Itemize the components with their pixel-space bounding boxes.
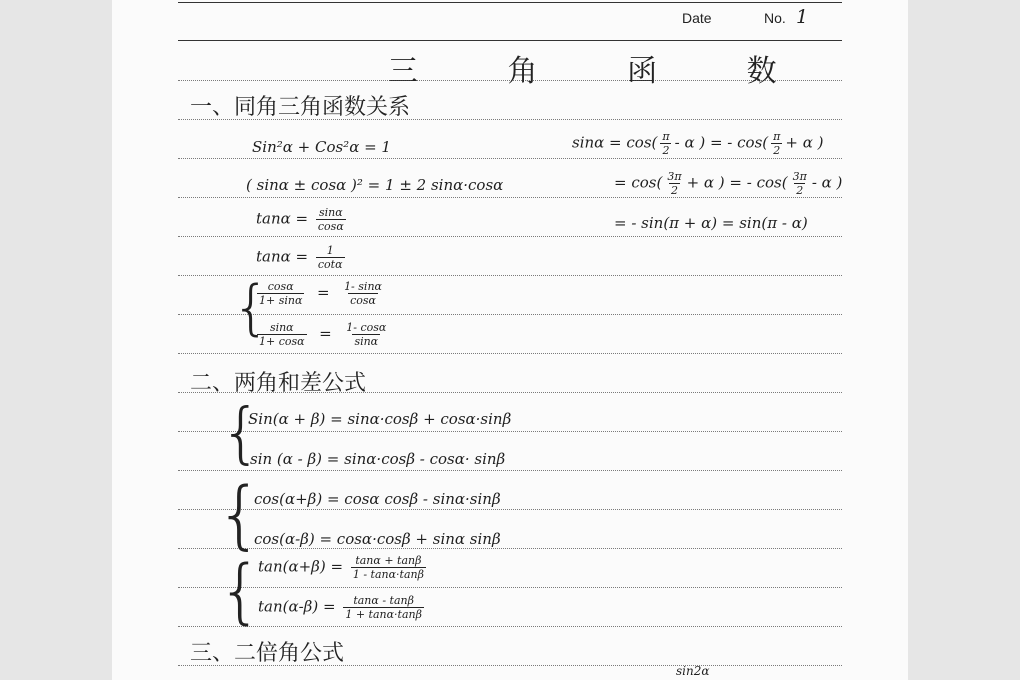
- fraction-denominator: cosα: [317, 220, 344, 233]
- line-rule: [178, 587, 842, 588]
- fraction-numerator: sinα: [269, 321, 294, 334]
- fraction-denominator: 2: [662, 144, 670, 157]
- left-brace: {: [216, 472, 264, 558]
- section-heading-1: 一、同角三角函数关系: [190, 95, 411, 120]
- fraction-numerator: π: [773, 130, 781, 143]
- fraction-numerator: 1- sinα: [344, 280, 382, 293]
- left-brace: {: [218, 550, 263, 632]
- line-rule: [178, 431, 842, 432]
- date-label: Date: [682, 10, 712, 26]
- line-rule: [178, 626, 842, 627]
- formula-pythagorean: Sin²α + Cos²α = 1: [252, 138, 391, 156]
- notebook-page: [112, 0, 908, 680]
- formula-cos-difference: cos(α-β) = cosα·cosβ + sinα sinβ: [254, 530, 501, 548]
- formula-square-sum: ( sinα ± cosα )² = 1 ± 2 sinα·cosα: [246, 176, 504, 194]
- formula-identity-b: $\frac{\sin\alpha}{1+ \cos\alpha}$ = $\frac{1- \cos\alpha}{\sin\alpha}$: [259, 321, 387, 348]
- line-rule: [178, 314, 842, 315]
- fraction-numerator: 1: [326, 244, 334, 257]
- formula-tan-ratio: [256, 206, 349, 233]
- line-rule: [178, 275, 842, 276]
- line-rule: [178, 158, 842, 159]
- fraction-denominator: 1+ sinα: [259, 294, 303, 307]
- formula-part: = cos(: [614, 173, 663, 192]
- formula-tan-sum: [258, 554, 429, 581]
- formula-induction-2: [614, 170, 842, 197]
- fraction-denominator: cotα: [317, 258, 343, 271]
- number-label: No.: [764, 10, 786, 26]
- formula-lhs: tanα =: [256, 209, 309, 228]
- fraction-denominator: 2: [796, 184, 804, 197]
- formula-tan-reciprocal: [256, 244, 348, 271]
- formula-cos-sum: cos(α+β) = cosα cosβ - sinα·sinβ: [254, 490, 501, 508]
- formula-tan-difference: [258, 594, 427, 621]
- fraction-numerator: 1- cosα: [346, 321, 387, 334]
- fraction-numerator: tanα - tanβ: [353, 594, 414, 607]
- fraction-denominator: 2: [670, 184, 678, 197]
- formula-part: - α ) = - cos(: [674, 133, 769, 152]
- line-rule: [178, 197, 842, 198]
- fraction-denominator: cosα: [350, 294, 376, 307]
- line-rule: [178, 548, 842, 549]
- page-number: 1: [796, 6, 809, 28]
- fraction-denominator: 1 + tanα·tanβ: [345, 608, 422, 621]
- fraction-numerator: 3π: [792, 170, 807, 183]
- formula-part: - α ): [811, 173, 843, 192]
- line-rule: [178, 509, 842, 510]
- formula-identity-a: $\frac{\cos\alpha}{1+ \sin\alpha}$ = $\frac{1- \sin\alpha}{\cos\alpha}$: [259, 280, 382, 307]
- formula-part: + α ) = - cos(: [686, 173, 788, 192]
- fraction-numerator: tanα + tanβ: [355, 554, 422, 567]
- top-rule: [178, 2, 842, 3]
- section-heading-3: 三、二倍角公式: [190, 641, 345, 666]
- formula-induction-1: [572, 130, 823, 157]
- formula-induction-3: = - sin(π + α) = sin(π - α): [614, 214, 808, 232]
- line-rule: [178, 470, 842, 471]
- fraction-denominator: 1 - tanα·tanβ: [352, 568, 424, 581]
- formula-lhs: tan(α-β) =: [258, 597, 336, 616]
- left-brace: {: [220, 394, 262, 471]
- left-brace: {: [232, 273, 271, 343]
- fraction-numerator: 3π: [667, 170, 682, 183]
- fraction-numerator: cosα: [267, 280, 294, 293]
- header-rule: [178, 40, 842, 41]
- section-heading-2: 二、两角和差公式: [190, 371, 367, 396]
- fraction-denominator: 2: [773, 144, 781, 157]
- fraction-denominator: 1+ cosα: [259, 335, 305, 348]
- formula-lhs: tan(α+β) =: [258, 557, 344, 576]
- formula-part: sinα = cos(: [572, 133, 658, 152]
- formula-lhs: tanα =: [256, 247, 309, 266]
- formula-sin-difference: sin (α - β) = sinα·cosβ - cosα· sinβ: [250, 450, 506, 468]
- fraction-numerator: sinα: [318, 206, 343, 219]
- formula-partial: sin2α: [676, 664, 710, 678]
- line-rule: [178, 353, 842, 354]
- formula-part: + α ): [785, 133, 824, 152]
- fraction-numerator: π: [662, 130, 670, 143]
- fraction-denominator: sinα: [354, 335, 379, 348]
- line-rule: [178, 236, 842, 237]
- formula-sin-sum: Sin(α + β) = sinα·cosβ + cosα·sinβ: [248, 410, 512, 428]
- page-title: 三 角 函 数: [388, 54, 817, 89]
